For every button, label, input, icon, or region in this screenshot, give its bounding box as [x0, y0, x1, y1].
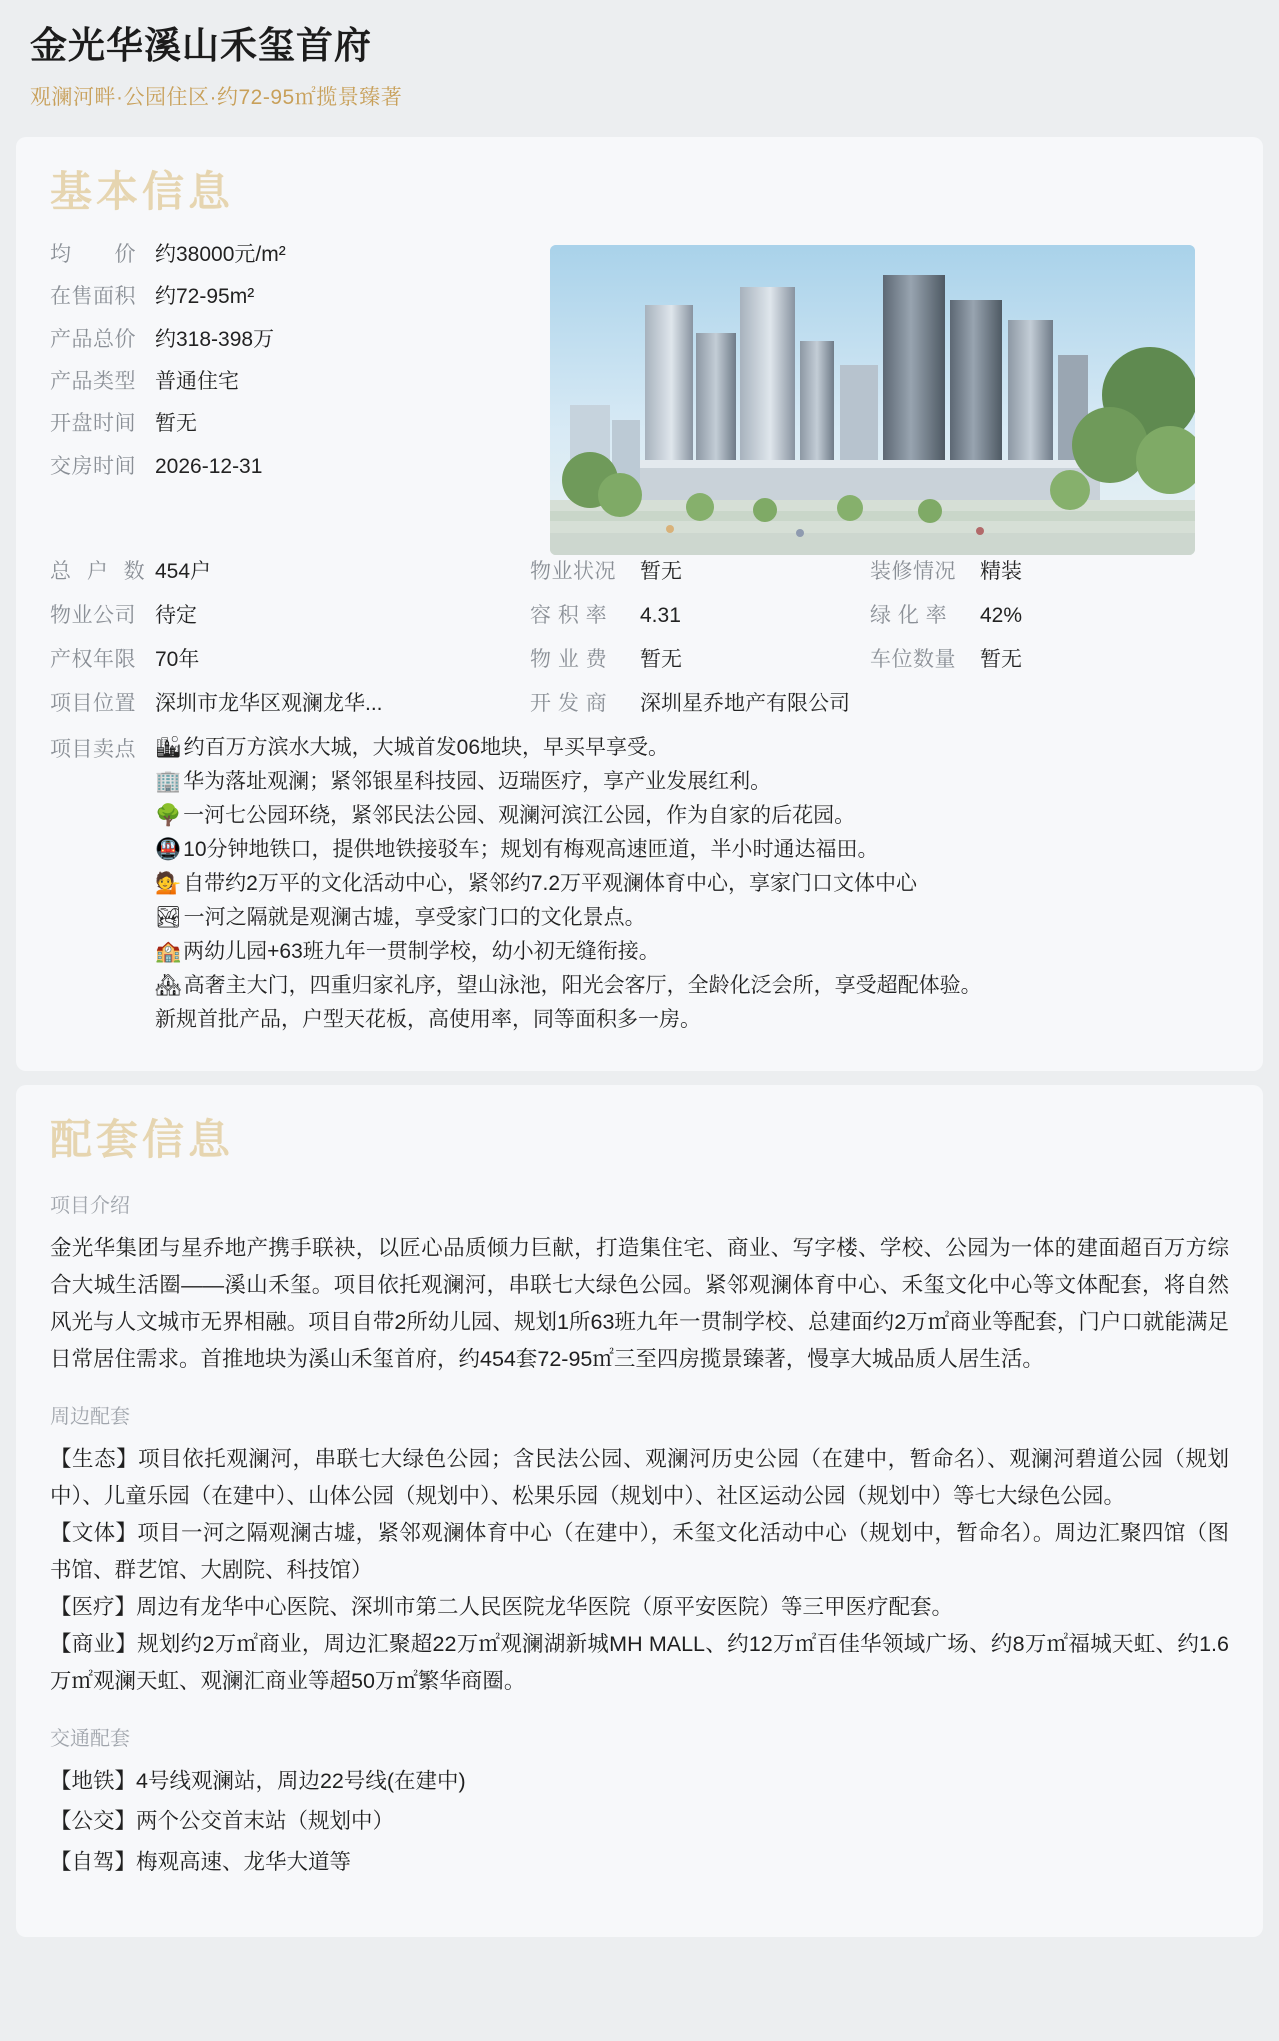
- project-intro-text: 金光华集团与星乔地产携手联袂，以匠心品质倾力巨献，打造集住宅、商业、写字楼、学校、公园为一体的建面超百万方综合大城生活圈——溪山禾玺。项目依托观澜河，串联七大绿色公园。紧邻观澜体育中心、禾玺文化中心等文体配套，将自然风光与人文城市无界相融。项目自带2所幼儿园、规划1所63班九年一贯制学校、总建面约2万㎡商业等配套，门户口就能满足日常居住需求。首推地块为溪山禾玺首府，约454套72-95㎡三至四房揽景臻著，慢享大城品质人居生活。: [50, 1236, 1229, 1372]
- field-value: 暂无: [640, 647, 682, 671]
- project-image-wrap: [550, 241, 1229, 555]
- facility-info-section-title: 配套信息: [50, 1116, 235, 1164]
- field-value: 暂无: [155, 412, 197, 436]
- selling-point-text: 高奢主大门，四重归家礼序，望山泳池，阳光会客厅，全龄化泛会所，享受超配体验。: [183, 973, 982, 997]
- field-label: 项目位置: [50, 691, 136, 715]
- project-rendering-svg: [550, 245, 1195, 555]
- field-label: 物 业 费: [530, 647, 608, 671]
- houses-icon: 🏘: [155, 973, 182, 997]
- around-line-commerce: 【商业】规划约2万㎡商业，周边汇聚超22万㎡观澜湖新城MH MALL、约12万㎡百佳华领域广场、约8万㎡福城天虹、约1.6万㎡观澜天虹、观澜汇商业等超50万㎡繁华商圈。: [50, 1631, 1229, 1693]
- selling-point-text: 华为落址观澜；紧邻银星科技园、迈瑞医疗，享产业发展红利。: [183, 769, 772, 793]
- field-total-households: [50, 555, 530, 585]
- selling-point-item: [155, 765, 982, 799]
- office-building-icon: 🏢: [155, 769, 182, 793]
- field-property-right-years: [50, 643, 530, 673]
- basic-info-card: [16, 137, 1263, 1071]
- field-delivery-date: [50, 453, 530, 481]
- field-developer: [530, 687, 1229, 717]
- skyline-icon: 🏙: [155, 735, 182, 759]
- field-value: 精装: [980, 559, 1022, 583]
- field-label: 产品类型: [50, 369, 136, 393]
- field-label: 开 发 商: [530, 691, 608, 715]
- selling-point-item: [155, 901, 982, 935]
- page-title: 金光华溪山禾玺首府: [30, 25, 372, 66]
- info-grid-row: [50, 687, 1229, 717]
- field-project-location: [50, 687, 530, 717]
- park-icon: 🌳: [155, 803, 182, 827]
- field-label: 物业状况: [530, 559, 616, 583]
- field-value: 4.31: [640, 603, 681, 627]
- field-decoration: [870, 555, 1229, 585]
- field-value: 普通住宅: [155, 369, 239, 393]
- selling-points-label: 项目卖点: [50, 737, 136, 761]
- project-rendering-image: [550, 245, 1195, 555]
- field-value: 2026-12-31: [155, 454, 263, 478]
- field-average-price: [50, 241, 530, 269]
- selling-point-item: [155, 867, 982, 901]
- selling-point-item: [155, 731, 982, 765]
- info-grid-row: [50, 599, 1229, 629]
- field-label: 物业公司: [50, 603, 136, 627]
- metro-icon: 🚇: [155, 837, 182, 861]
- field-value: 70年: [155, 647, 200, 671]
- landscape-icon: 🏞: [155, 905, 182, 929]
- selling-point-text: 一河之隔就是观澜古墟，享受家门口的文化景点。: [183, 905, 646, 929]
- traffic-facility-label: 交通配套: [50, 1727, 130, 1750]
- field-label: 车位数量: [870, 647, 956, 671]
- around-facility-text: [50, 1441, 1229, 1700]
- field-label: 绿 化 率: [870, 603, 948, 627]
- around-line-culture: 【文体】项目一河之隔观澜古墟，紧邻观澜体育中心（在建中），禾玺文化活动中心（规划中，暂命名）。周边汇聚四馆（图书馆、群艺馆、大剧院、科技馆）: [50, 1521, 1229, 1582]
- field-product-type: [50, 368, 530, 396]
- selling-points: [50, 731, 1229, 1037]
- selling-point-item: [155, 799, 982, 833]
- field-label: 产品总价: [50, 327, 136, 351]
- field-green-ratio: [870, 599, 1229, 629]
- selling-point-item: [155, 833, 982, 867]
- field-label: 在售面积: [50, 285, 136, 309]
- field-label: 交房时间: [50, 454, 136, 478]
- field-value: 深圳星乔地产有限公司: [640, 691, 850, 715]
- person-icon: 💁: [155, 871, 182, 895]
- selling-point-item: [155, 935, 982, 969]
- field-value: 约72-95m²: [155, 285, 255, 309]
- field-label: 容 积 率: [530, 603, 608, 627]
- page-subtitle: 观澜河畔·公园住区·约72-95㎡揽景臻著: [30, 85, 403, 109]
- field-property-fee: [530, 643, 870, 673]
- field-property-status: [530, 555, 870, 585]
- field-value: 约38000元/m²: [155, 242, 286, 266]
- field-value: 42%: [980, 603, 1023, 627]
- selling-points-list: [155, 731, 982, 1037]
- around-line-ecology: 【生态】项目依托观澜河，串联七大绿色公园；含民法公园、观澜河历史公园（在建中，暂命名）、观澜河碧道公园（规划中）、儿童乐园（在建中）、山体公园（规划中）、松果乐园（规划中）、社区运动公园（规划中）等七大绿色公园。: [50, 1447, 1229, 1509]
- field-label: 产权年限: [50, 647, 136, 671]
- field-plot-ratio: [530, 599, 870, 629]
- project-intro-label: 项目介绍: [50, 1195, 130, 1218]
- traffic-facility-text: [50, 1763, 1229, 1881]
- field-label: 开盘时间: [50, 412, 136, 436]
- field-value: 待定: [155, 603, 197, 627]
- selling-point-text: 一河七公园环绕，紧邻民法公园、观澜河滨江公园，作为自家的后花园。: [183, 803, 856, 827]
- school-icon: 🏫: [155, 939, 182, 963]
- field-parking-count: [870, 643, 1229, 673]
- selling-point-text: 新规首批产品，户型天花板，高使用率，同等面积多一房。: [155, 1008, 701, 1031]
- around-facility-label: 周边配套: [50, 1406, 130, 1429]
- info-grid-row: [50, 643, 1229, 673]
- selling-point-text: 约百万方滨水大城，大城首发06地块，早买早享受。: [183, 735, 670, 759]
- basic-info-top: [50, 241, 1229, 555]
- traffic-line-metro: 【地铁】4号线观澜站，周边22号线(在建中): [50, 1768, 466, 1793]
- field-label: 总 户 数: [50, 559, 150, 583]
- selling-point-text: 两幼儿园+63班九年一贯制学校，幼小初无缝衔接。: [183, 939, 660, 963]
- basic-info-section-title: 基本信息: [50, 167, 235, 215]
- info-grid-row: [50, 555, 1229, 585]
- field-value: 暂无: [980, 647, 1022, 671]
- selling-point-text: 自带约2万平的文化活动中心，紧邻约7.2万平观澜体育中心，享家门口文体中心: [183, 871, 918, 895]
- selling-point-text: 10分钟地铁口，提供地铁接驳车；规划有梅观高速匝道，半小时通达福田。: [183, 837, 879, 861]
- basic-info-fields: [50, 241, 530, 495]
- field-value: 深圳市龙华区观澜龙华...: [155, 691, 383, 715]
- field-value: 约318-398万: [155, 327, 275, 351]
- around-line-medical: 【医疗】周边有龙华中心医院、深圳市第二人民医院龙华医院（原平安医院）等三甲医疗配套。: [50, 1594, 954, 1619]
- selling-point-item: [155, 969, 982, 1003]
- field-label: 均 价: [50, 242, 136, 266]
- field-total-price: [50, 326, 530, 354]
- field-property-company: [50, 599, 530, 629]
- field-opening-date: [50, 410, 530, 438]
- selling-point-item: [155, 1003, 982, 1037]
- traffic-line-drive: 【自驾】梅观高速、龙华大道等: [50, 1849, 352, 1874]
- field-label: 装修情况: [870, 559, 956, 583]
- page-header: [0, 0, 1279, 123]
- facility-info-card: [16, 1085, 1263, 1936]
- field-area-on-sale: [50, 283, 530, 311]
- field-value: 454户: [155, 559, 212, 583]
- traffic-line-bus: 【公交】两个公交首末站（规划中）: [50, 1809, 395, 1834]
- field-value: 暂无: [640, 559, 682, 583]
